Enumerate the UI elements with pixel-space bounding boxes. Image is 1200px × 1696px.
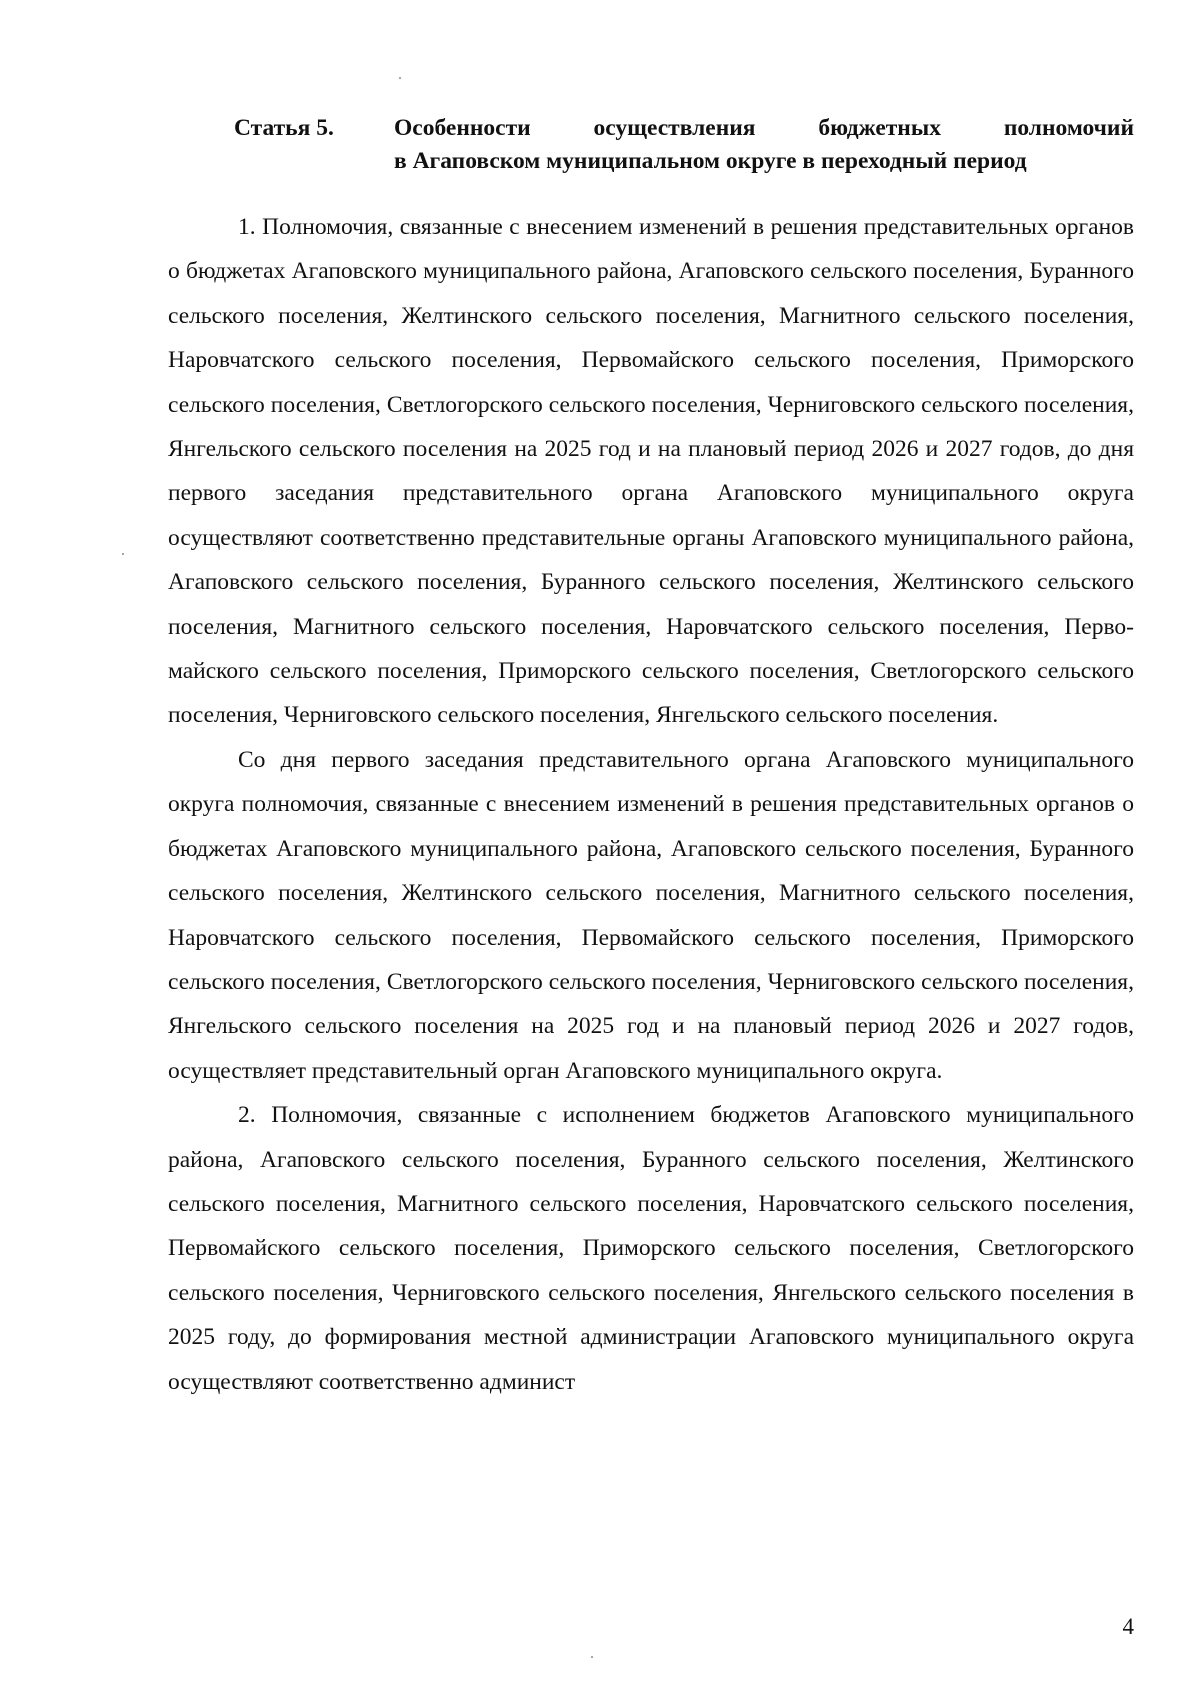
scan-speck — [122, 553, 124, 555]
article-title-line1: Особенности осуществления бюджетных полномочий — [394, 115, 1134, 141]
article-title-line2: в Агаповском муниципальном округе в переходный период — [394, 148, 1027, 174]
article-label: Статья 5. — [234, 115, 334, 141]
scan-speck — [399, 77, 401, 79]
paragraph-2: Со дня первого заседания представительного органа Агаповского муниципального округа полномочия, связанные с внесением изменений в решения представительных органов о бюджетах Агаповского муниципального района, Агаповского сельского поселения, Буранного сельского поселения, Желтинского сельского поселения, Магнитного сельского поселения, Наровчатского сельского поселения, Первомайского сельского поселения, Приморского сельского поселения, Светлогорского сельского поселения, Черниговского сельского поселения, Янгельского сельского поселения на 2025 год и на плановый период 2026 и 2027 годов, осуществляет представительный орган Агаповского муниципального округа. — [168, 746, 1134, 1084]
paragraph-1: 1. Полномочия, связанные с внесением изменений в решения представительных органов о бюджетах Агаповского муниципального района, Агаповского сельского поселения, Буранного сельского поселения, Желтинского сельского поселения, Магнитного сельского поселения, Наровчатского сельского поселения, Первомайского сельского поселения, Приморского сельского поселения, Светлогорского сельского поселения, Черниговского сельского поселения, Янгельского сельского поселения на 2025 год и на плановый период 2026 и 2027 годов, до дня первого заседания представительного органа Агаповского муниципального округа осуществляют соответственно представительные органы Агаповского муниципального района, Агаповского сельского поселения, Буранного сельского поселения, Желтинского сельского поселения, Магнитного сельского поселения, Наровчатского сельского поселения, Первомайского сельского поселения, Приморского сельского поселения, Светлогорского сельского поселения, Черниговского сельского поселения, Янгельского сельского поселения. — [168, 214, 1134, 729]
paragraph-3: 2. Полномочия, связанные с исполнением бюджетов Агаповского муниципального района, Агаповского сельского поселения, Буранного сельского поселения, Желтинского сельского поселения, Магнитного сельского поселения, Наровчатского сельского поселения, Первомайского сельского поселения, Приморского сельского поселения, Светлогорского сельского поселения, Черниговского сельского поселения, Янгельского сельского поселения в 2025 году, до формирования местной администрации Агаповского муниципального округа осуществляют соответственно админист — [168, 1102, 1134, 1395]
page-number: 4 — [1122, 1614, 1134, 1639]
article-body — [168, 205, 1134, 1404]
scan-speck — [591, 1656, 593, 1658]
